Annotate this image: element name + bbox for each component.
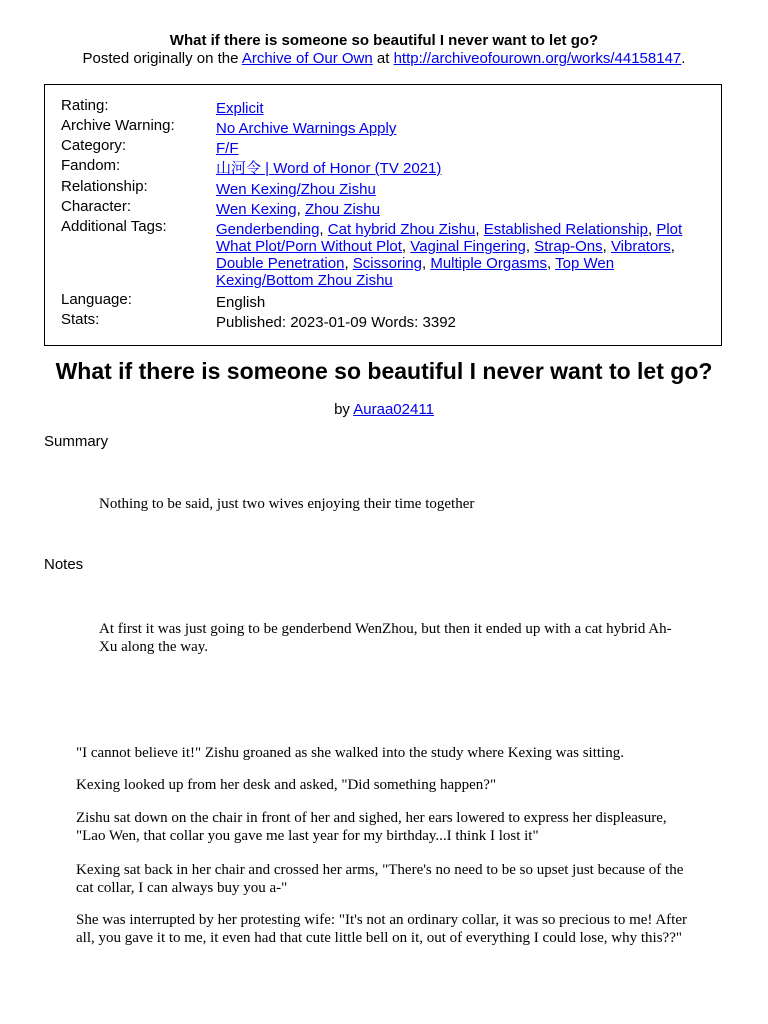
- notes-heading: Notes: [44, 556, 84, 573]
- period: .: [681, 50, 686, 67]
- stats-value: Published: 2023-01-09 Words: 3392: [216, 314, 456, 331]
- story-paragraph: Zishu sat down on the chair in front of her and sighed, her ears lowered to express her displeasure, "Lao Wen, that collar you gave me last year for my birthday...I think I lost it": [76, 810, 667, 844]
- language-label: Language:: [61, 291, 132, 308]
- story-paragraph: She was interrupted by her protesting wife: "It's not an ordinary collar, it was so precious to me! After all, you gave it to me, it even had that cute little bell on it, out of everything I could lose, why this??": [76, 912, 687, 946]
- tag-link[interactable]: Top Wen Kexing/Bottom Zhou Zishu: [216, 255, 615, 289]
- fandom-label: Fandom:: [61, 157, 121, 174]
- fandom-link[interactable]: 山河令 | Word of Honor (TV 2021): [216, 160, 442, 177]
- tag-link[interactable]: Cat hybrid Zhou Zishu: [327, 221, 476, 238]
- summary-text: Nothing to be said, just two wives enjoying their time together: [99, 496, 475, 512]
- relationship-link[interactable]: Wen Kexing/Zhou Zishu: [216, 181, 376, 198]
- tags-label: Additional Tags:: [61, 218, 167, 235]
- posted-originally-line: [0, 50, 768, 67]
- document-header-title: What if there is someone so beautiful I never want to let go?: [169, 32, 599, 49]
- summary-heading: Summary: [44, 433, 109, 450]
- byline: [0, 401, 768, 418]
- rating-label: Rating:: [61, 97, 109, 114]
- tag-link[interactable]: Vaginal Fingering: [410, 238, 526, 255]
- warning-label: Archive Warning:: [61, 117, 175, 134]
- work-metadata-box: [44, 84, 722, 346]
- tag-link[interactable]: Plot What Plot/Porn Without Plot: [216, 221, 683, 255]
- language-value: English: [216, 294, 266, 311]
- at-text: at: [376, 50, 390, 67]
- rating-link[interactable]: Explicit: [216, 100, 264, 117]
- story-paragraph: "I cannot believe it!" Zishu groaned as she walked into the study where Kexing was sitting.: [76, 745, 624, 761]
- character-link[interactable]: Zhou Zishu: [304, 201, 380, 218]
- work-url-link[interactable]: http://archiveofourown.org/works/44158147: [393, 50, 682, 67]
- story-paragraph: Kexing sat back in her chair and crossed her arms, "There's no need to be so upset just because of the cat collar, I can always buy you a-": [76, 862, 684, 896]
- tag-link[interactable]: Multiple Orgasms: [430, 255, 548, 272]
- tag-link[interactable]: Scissoring: [352, 255, 422, 272]
- by-text: by: [334, 401, 350, 418]
- character-label: Character:: [61, 198, 132, 215]
- tag-link[interactable]: Strap-Ons: [534, 238, 603, 255]
- relationship-label: Relationship:: [61, 178, 148, 195]
- category-link[interactable]: F/F: [216, 140, 239, 157]
- story-paragraph: Kexing looked up from her desk and asked, "Did something happen?": [76, 777, 497, 793]
- work-title: What if there is someone so beautiful I never want to let go?: [55, 358, 713, 384]
- character-list: Wen Kexing, Zhou Zishu: [216, 201, 380, 218]
- tag-link[interactable]: Vibrators: [610, 238, 671, 255]
- category-label: Category:: [61, 137, 127, 154]
- archive-link[interactable]: Archive of Our Own: [241, 50, 373, 67]
- tag-link[interactable]: Double Penetration: [216, 255, 345, 272]
- warning-link[interactable]: No Archive Warnings Apply: [216, 120, 397, 137]
- author-link[interactable]: Auraa02411: [353, 401, 434, 418]
- tag-link[interactable]: Genderbending: [216, 221, 320, 238]
- stats-label: Stats:: [61, 311, 100, 328]
- tag-list: Genderbending, Cat hybrid Zhou Zishu, Established Relationship, Plot What Plot/Porn Without Plot, Vaginal Fingering, Strap-Ons, Vibrators, Double Penetration, Scissoring, Multiple Orgasms, Top Wen Kexing/Bottom Zhou Zishu: [216, 221, 683, 289]
- notes-text: At first it was just going to be genderbend WenZhou, but then it ended up with a cat hybrid Ah-Xu along the way.: [99, 621, 672, 655]
- character-link[interactable]: Wen Kexing: [216, 201, 297, 218]
- tag-link[interactable]: Established Relationship: [483, 221, 648, 238]
- posted-prefix: Posted originally on the: [82, 50, 239, 67]
